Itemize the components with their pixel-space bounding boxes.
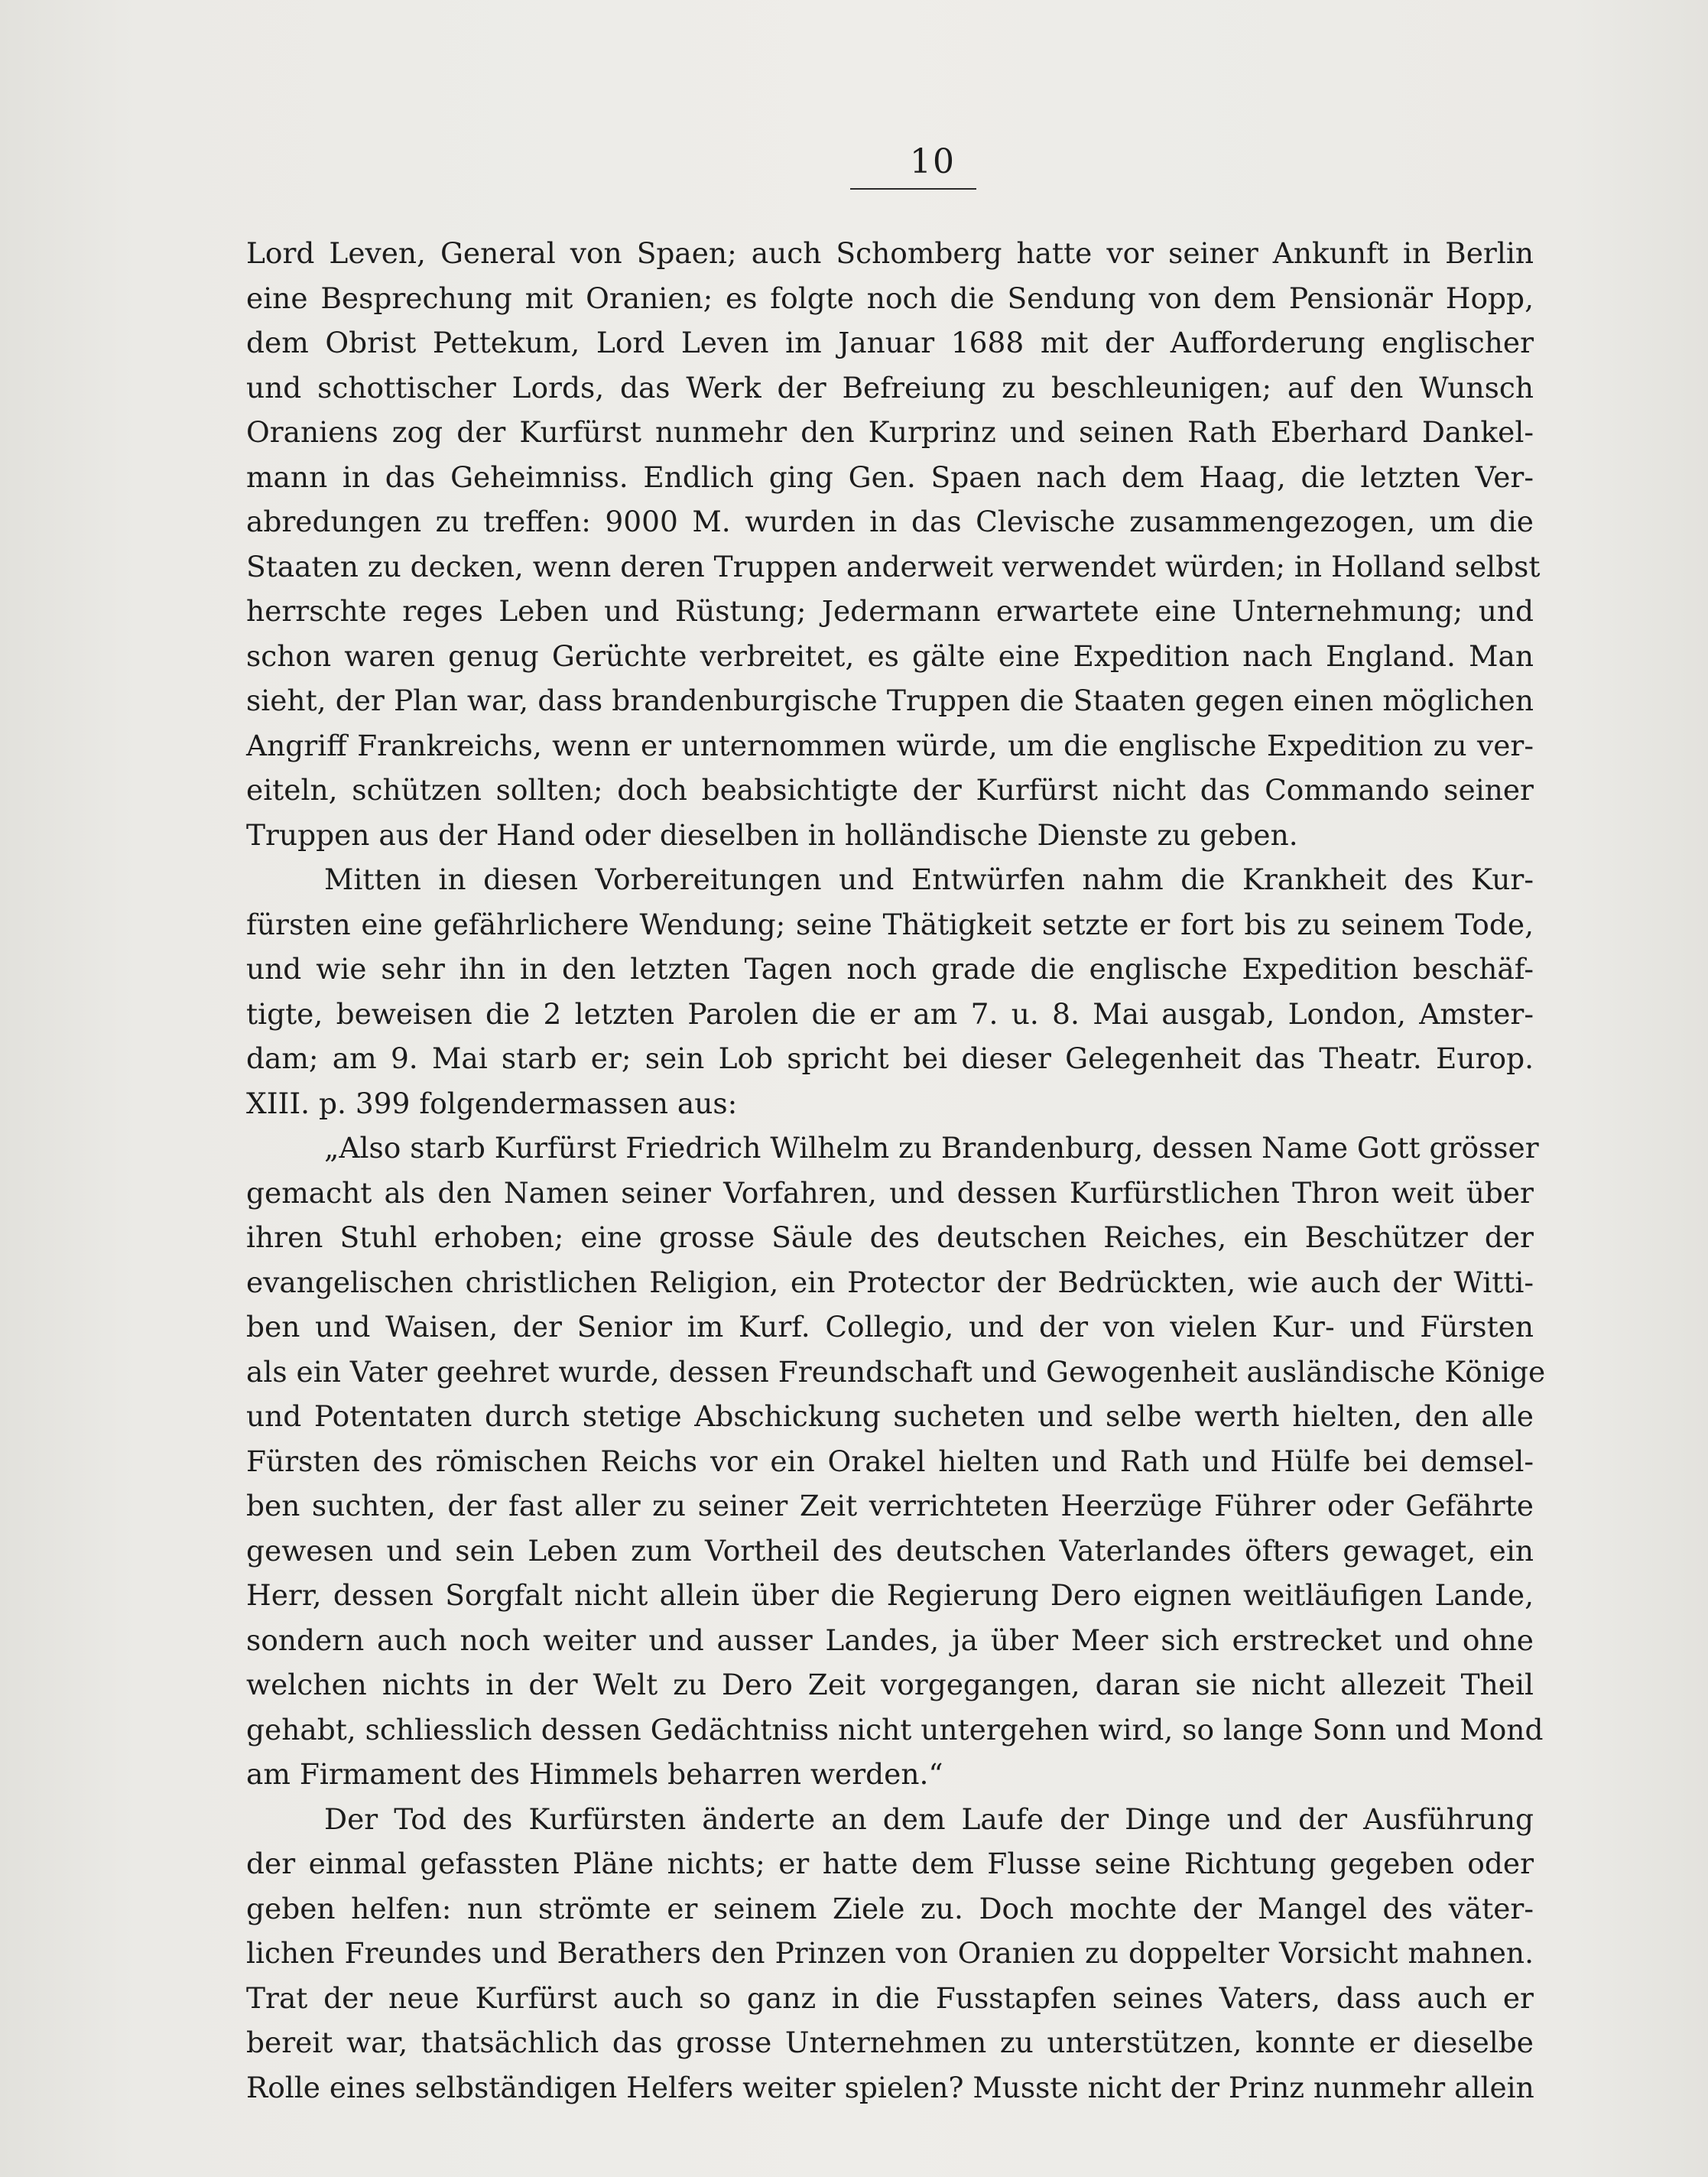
text-line: lichen Freundes und Berathers den Prinzen von Oranien zu doppelter Vorsicht mahnen. (246, 1936, 1534, 1970)
text-line: ihren Stuhl erhoben; eine grosse Säule des deutschen Reiches, ein Beschützer der (246, 1220, 1534, 1254)
text-line: am Firmament des Himmels beharren werden.“ (246, 1757, 943, 1791)
text-line: gemacht als den Namen seiner Vorfahren, und dessen Kurfürstlichen Thron weit über (246, 1175, 1534, 1210)
text-line: evangelischen christlichen Religion, ein Protector der Bedrückten, wie auch der Witti- (246, 1265, 1534, 1299)
text-line: als ein Vater geehret wurde, dessen Freundschaft und Gewogenheit ausländische Könige (246, 1354, 1546, 1389)
text-line: Angriff Frankreichs, wenn er unternommen würde, um die englische Expedition zu ver- (246, 728, 1534, 762)
text-line: Staaten zu decken, wenn deren Truppen anderweit verwendet würden; in Holland selbst (246, 549, 1541, 583)
text-line: Lord Leven, General von Spaen; auch Schomberg hatte vor seiner Ankunft in Berlin (246, 236, 1534, 270)
text-line: schon waren genug Gerüchte verbreitet, es gälte eine Expedition nach England. Man (246, 638, 1534, 673)
text-line: und wie sehr ihn in den letzten Tagen noch grade die englische Expedition beschäf- (246, 952, 1534, 986)
text-line: Rolle eines selbständigen Helfers weiter spielen? Musste nicht der Prinz nunmehr allein (246, 2070, 1534, 2104)
text-line: sondern auch noch weiter und ausser Landes, ja über Meer sich erstrecket und ohne (246, 1623, 1534, 1657)
body-text (246, 231, 1546, 2110)
text-line: eine Besprechung mit Oranien; es folgte noch die Sendung von dem Pensionär Hopp, (246, 281, 1534, 315)
text-line: gehabt, schliesslich dessen Gedächtniss nicht untergehen wird, so lange Sonn und Mond (246, 1712, 1544, 1746)
text-line: eiteln, schützen sollten; doch beabsichtigte der Kurfürst nicht das Commando seiner (246, 773, 1534, 807)
text-line: Mitten in diesen Vorbereitungen und Entwürfen nahm die Krankheit des Kur- (324, 863, 1534, 896)
text-line: welchen nichts in der Welt zu Dero Zeit vorgegangen, daran sie nicht allezeit Theil (246, 1668, 1534, 1701)
text-line: ben und Waisen, der Senior im Kurf. Collegio, und der von vielen Kur- und Fürsten (246, 1310, 1534, 1344)
text-line: ben suchten, der fast aller zu seiner Zeit verrichteten Heerzüge Führer oder Gefährte (246, 1489, 1534, 1522)
text-line: und schottischer Lords, das Werk der Befreiung zu beschleunigen; auf den Wunsch (246, 370, 1534, 405)
text-line: abredungen zu treffen: 9000 M. wurden in das Clevische zusammengezogen, um die (246, 505, 1534, 538)
text-line: sieht, der Plan war, dass brandenburgische Truppen die Staaten gegen einen möglichen (246, 684, 1534, 717)
text-line: dam; am 9. Mai starb er; sein Lob spricht bei dieser Gelegenheit das Theatr. Europ. (246, 1041, 1534, 1075)
text-line: der einmal gefassten Pläne nichts; er hatte dem Flusse seine Richtung gegeben oder (246, 1847, 1534, 1880)
text-line: Der Tod des Kurfürsten änderte an dem Laufe der Dinge und der Ausführung (324, 1802, 1534, 1836)
text-line: Truppen aus der Hand oder dieselben in holländische Dienste zu geben. (246, 817, 1298, 852)
text-line: XIII. p. 399 folgendermassen aus: (246, 1086, 738, 1120)
page-number: 10 (910, 142, 956, 181)
text-line: bereit war, thatsächlich das grosse Unternehmen zu unterstützen, konnte er dieselbe (246, 2026, 1534, 2059)
text-line: Herr, dessen Sorgfalt nicht allein über die Regierung Dero eignen weitläufigen Lande, (246, 1578, 1534, 1612)
text-line: fürsten eine gefährlichere Wendung; seine Thätigkeit setzte er fort bis zu seinem Tode, (246, 907, 1534, 941)
text-line: tigte, beweisen die 2 letzten Parolen die er am 7. u. 8. Mai ausgab, London, Amster- (246, 996, 1534, 1031)
text-line: herrschte reges Leben und Rüstung; Jedermann erwartete eine Unternehmung; und (246, 594, 1534, 628)
text-line: mann in das Geheimniss. Endlich ging Gen. Spaen nach dem Haag, die letzten Ver- (246, 460, 1534, 494)
text-line: Trat der neue Kurfürst auch so ganz in die Fusstapfen seines Vaters, dass auch er (246, 1980, 1534, 2015)
text-line: und Potentaten durch stetige Abschickung sucheten und selbe werth hielten, den alle (246, 1399, 1534, 1433)
text-line: geben helfen: nun strömte er seinem Ziele zu. Doch mochte der Mangel des väter- (246, 1891, 1534, 1925)
text-line: gewesen und sein Leben zum Vortheil des deutschen Vaterlandes öfters gewaget, ein (246, 1533, 1534, 1568)
text-line: Fürsten des römischen Reichs vor ein Orakel hielten und Rath und Hülfe bei demsel- (246, 1444, 1534, 1478)
page-number-rule (850, 188, 976, 190)
text-line: „Also starb Kurfürst Friedrich Wilhelm zu Brandenburg, dessen Name Gott grösser (324, 1131, 1539, 1165)
text-line: dem Obrist Pettekum, Lord Leven im Januar 1688 mit der Aufforderung englischer (246, 326, 1534, 359)
text-line: Oraniens zog der Kurfürst nunmehr den Kurprinz und seinen Rath Eberhard Dankel- (246, 415, 1534, 449)
